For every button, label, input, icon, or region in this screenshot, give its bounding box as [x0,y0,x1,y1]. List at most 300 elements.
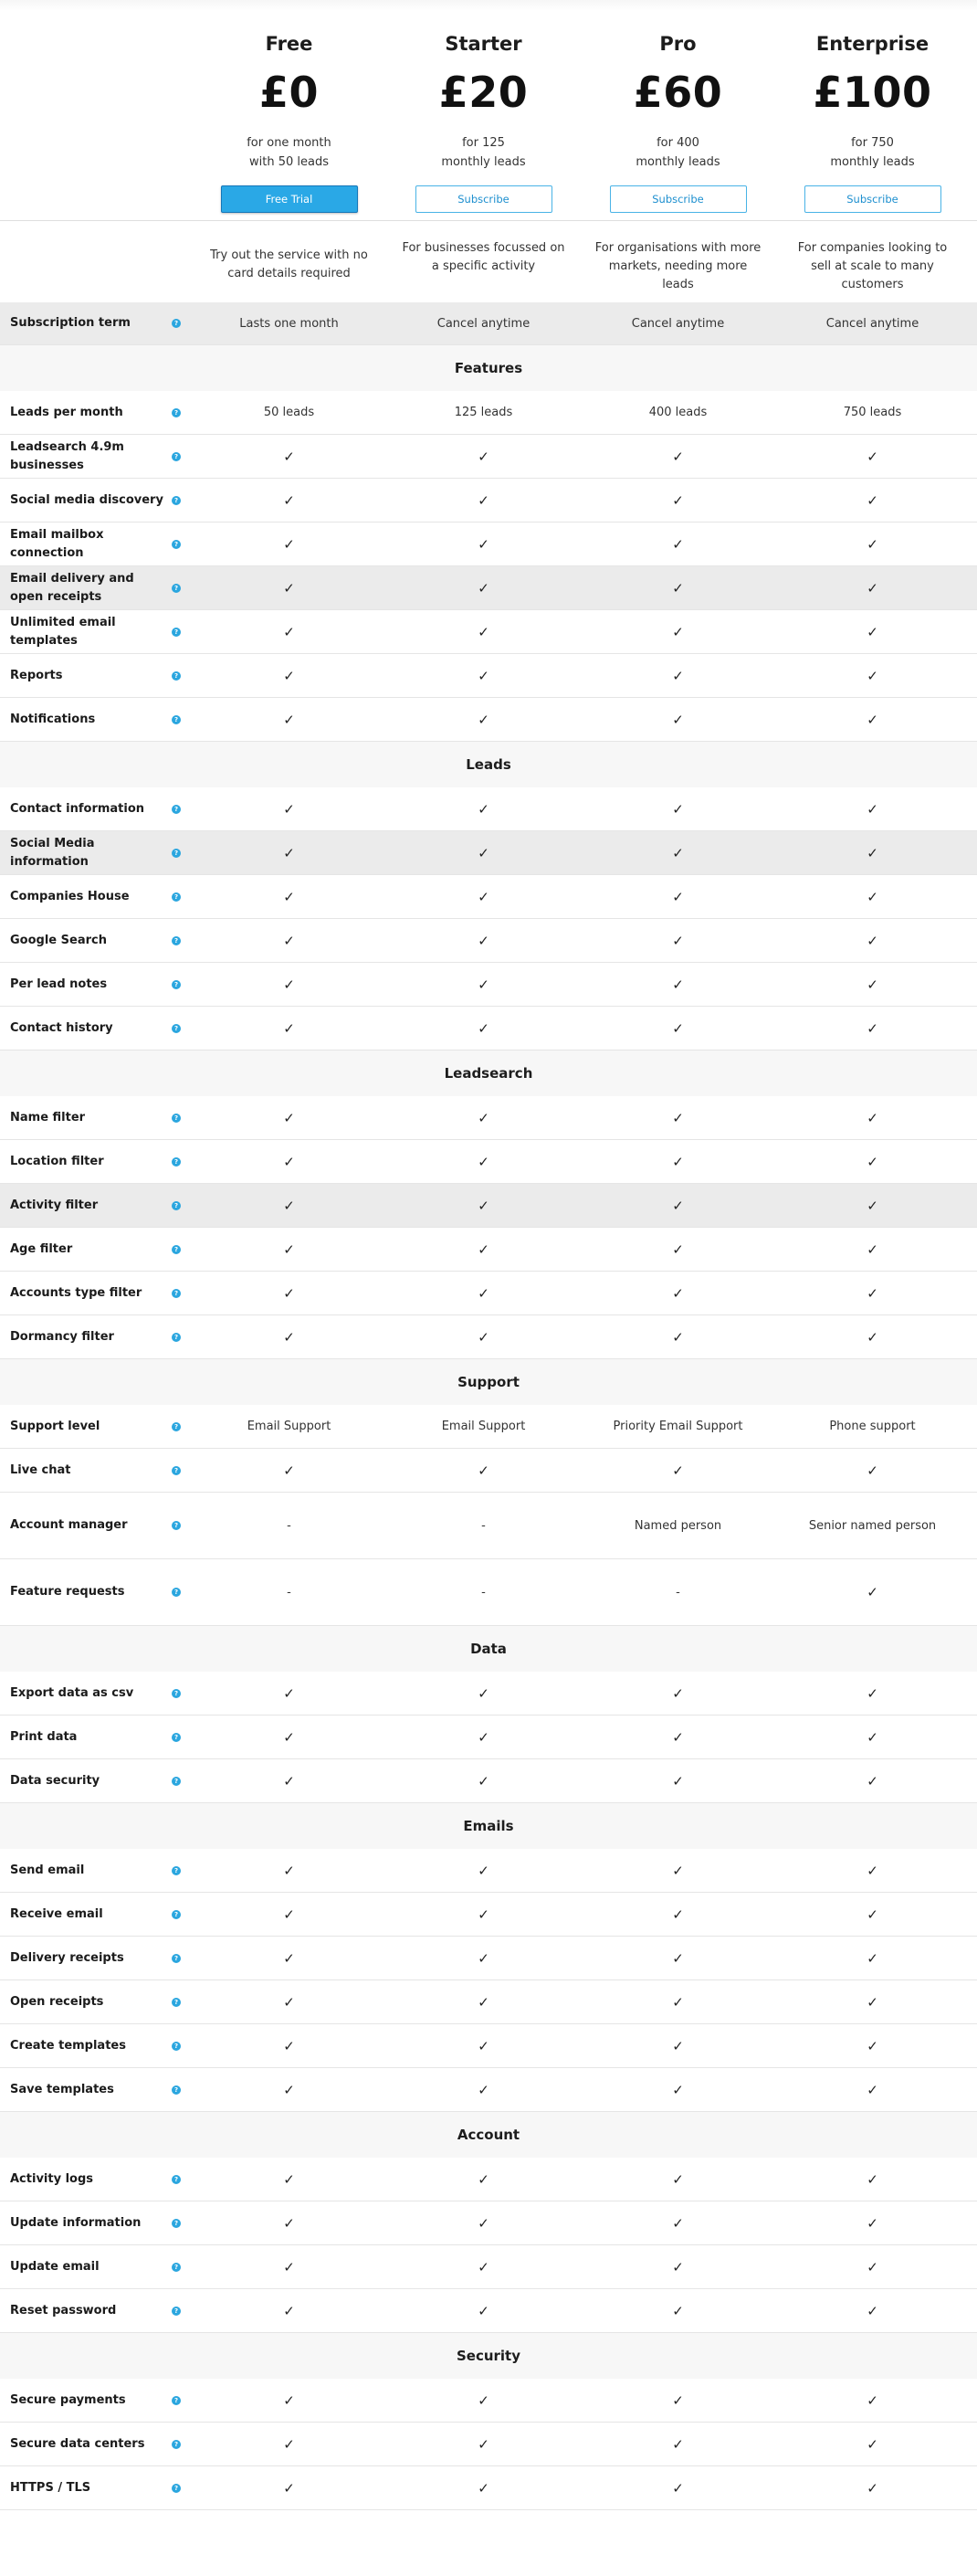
header-spacer [0,0,192,220]
table-row [0,2201,977,2245]
check-icon: ✓ [283,623,295,640]
check-icon: ✓ [283,888,295,905]
check-icon: ✓ [867,1019,878,1037]
check-icon: ✓ [478,491,489,509]
help-icon[interactable]: ? [172,1733,181,1742]
table-row [0,963,977,1007]
plan-subtitle-line2: monthly leads [636,155,720,169]
check-icon: ✓ [283,711,295,728]
feature-label: Google Search [10,933,107,947]
check-icon: ✓ [283,579,295,596]
feature-label: Support level [10,1419,100,1433]
plan-description-starter: For businesses focussed on a specific activity [402,241,565,273]
check-icon: ✓ [478,1862,489,1879]
plan-name: Enterprise [815,33,930,55]
section-header: Leadsearch [0,1050,977,1096]
check-icon: ✓ [672,579,684,596]
check-icon: ✓ [283,800,295,818]
check-icon: ✓ [478,2214,489,2232]
feature-label: Activity logs [10,2171,94,2186]
section-header: Emails [0,1803,977,1849]
help-icon[interactable]: ? [172,1866,181,1875]
help-wrapper [170,479,192,522]
feature-label: Secure data centers [10,2436,145,2451]
check-icon: ✓ [672,2170,684,2188]
plan-name: Starter [445,33,522,55]
help-wrapper [170,1096,192,1139]
feature-label: Contact history [10,1020,113,1035]
check-icon: ✓ [672,2037,684,2054]
check-icon: ✓ [672,1684,684,1702]
check-icon: ✓ [283,2170,295,2188]
help-wrapper [170,2201,192,2244]
help-wrapper [170,831,192,874]
plan-price: £60 [633,68,723,117]
table-row [0,566,977,610]
check-icon: ✓ [283,1772,295,1789]
help-icon[interactable]: ? [172,1289,181,1298]
feature-label: Print data [10,1729,78,1744]
check-icon: ✓ [672,535,684,553]
table-row [0,1493,977,1559]
subscribe-pro-button[interactable]: Subscribe [610,185,747,213]
feature-label: Subscription term [10,316,131,330]
check-icon: ✓ [867,448,878,465]
plan-name: Pro [659,33,697,55]
table-row [0,787,977,831]
check-icon: ✓ [867,579,878,596]
check-icon: ✓ [478,2081,489,2098]
feature-label: Activity filter [10,1198,99,1212]
help-wrapper [170,2158,192,2201]
help-icon[interactable]: ? [172,892,181,902]
check-icon: ✓ [672,1949,684,1967]
help-icon[interactable]: ? [172,1201,181,1210]
check-icon: ✓ [672,844,684,861]
check-icon: ✓ [867,1109,878,1126]
help-icon[interactable]: ? [172,2263,181,2272]
help-icon[interactable]: ? [172,2484,181,2493]
help-wrapper [170,2068,192,2111]
help-icon[interactable]: ? [172,628,181,637]
check-icon: ✓ [672,932,684,949]
feature-label: Delivery receipts [10,1950,124,1965]
table-row [0,919,977,963]
table-row [0,2466,977,2510]
feature-label: Live chat [10,1462,71,1477]
help-wrapper [170,1716,192,1758]
check-icon: ✓ [283,2258,295,2275]
table-cell: Priority Email Support [613,1420,743,1433]
feature-label: Send email [10,1863,85,1877]
help-wrapper [170,2423,192,2465]
feature-label: Open receipts [10,1994,104,2009]
check-icon: ✓ [478,2435,489,2453]
plan-description-pro: For organisations with more markets, needing more leads [594,241,762,291]
help-wrapper [170,523,192,565]
check-icon: ✓ [283,1728,295,1746]
check-icon: ✓ [672,2081,684,2098]
plan-description-enterprise: For companies looking to sell at scale to many customers [797,241,948,291]
help-wrapper [170,2245,192,2288]
check-icon: ✓ [867,1153,878,1170]
check-icon: ✓ [867,1584,878,1600]
help-wrapper [170,787,192,830]
help-icon[interactable]: ? [172,1114,181,1123]
table-row [0,391,977,435]
help-icon[interactable]: ? [172,2219,181,2228]
check-icon: ✓ [867,2170,878,2188]
table-cell: 400 leads [648,406,708,419]
table-cell: - [676,1585,680,1599]
check-icon: ✓ [672,1862,684,1879]
check-icon: ✓ [867,932,878,949]
check-icon: ✓ [867,800,878,818]
feature-label: Data security [10,1773,100,1788]
table-row [0,1228,977,1272]
check-icon: ✓ [283,2037,295,2054]
feature-label: Update information [10,2215,142,2230]
table-row [0,1893,977,1937]
table-cell: - [287,1518,291,1533]
check-icon: ✓ [478,1728,489,1746]
help-icon[interactable]: ? [172,584,181,593]
help-icon[interactable]: ? [172,452,181,461]
help-icon[interactable]: ? [172,1024,181,1033]
table-row [0,1937,977,1980]
check-icon: ✓ [672,1153,684,1170]
help-icon[interactable]: ? [172,1777,181,1786]
check-icon: ✓ [478,2302,489,2319]
plan-subtitle-line1: for 125 [462,136,505,150]
help-icon[interactable]: ? [172,671,181,681]
help-wrapper [170,1759,192,1802]
help-icon[interactable]: ? [172,1689,181,1698]
help-icon[interactable]: ? [172,2440,181,2449]
check-icon: ✓ [867,2037,878,2054]
feature-label: HTTPS / TLS [10,2480,91,2495]
check-icon: ✓ [867,2435,878,2453]
check-icon: ✓ [867,1862,878,1879]
section-header: Leads [0,742,977,787]
help-wrapper [170,1228,192,1271]
help-wrapper [170,610,192,653]
check-icon: ✓ [478,1153,489,1170]
check-icon: ✓ [867,1328,878,1346]
feature-label: Reset password [10,2303,117,2317]
check-icon: ✓ [867,1772,878,1789]
check-icon: ✓ [672,1328,684,1346]
check-icon: ✓ [283,491,295,509]
check-icon: ✓ [867,976,878,993]
help-wrapper [170,2289,192,2332]
check-icon: ✓ [283,844,295,861]
check-icon: ✓ [283,1284,295,1302]
plan-price: £100 [813,68,932,117]
feature-label: Accounts type filter [10,1285,142,1300]
check-icon: ✓ [478,1197,489,1214]
check-icon: ✓ [672,2435,684,2453]
check-icon: ✓ [478,1240,489,1258]
help-icon[interactable]: ? [172,2175,181,2184]
plan-name: Free [265,33,313,55]
check-icon: ✓ [283,1462,295,1479]
check-icon: ✓ [867,1684,878,1702]
feature-label: Unlimited email templates [10,615,116,648]
table-row [0,2379,977,2423]
plan-subtitle-line1: for 400 [657,136,699,150]
help-icon[interactable]: ? [172,2085,181,2095]
check-icon: ✓ [867,2479,878,2497]
feature-label: Social media discovery [10,492,163,507]
help-wrapper [170,1559,192,1625]
plan-subtitle-line1: for one month [247,136,331,150]
help-wrapper [170,1672,192,1715]
table-cell: Cancel anytime [631,316,725,331]
help-icon[interactable]: ? [172,1422,181,1431]
help-wrapper [170,1937,192,1980]
help-wrapper [170,919,192,962]
check-icon: ✓ [672,1019,684,1037]
check-icon: ✓ [867,535,878,553]
section-header: Features [0,345,977,391]
check-icon: ✓ [283,1328,295,1346]
help-wrapper [170,2379,192,2422]
table-cell: 125 leads [454,406,513,419]
check-icon: ✓ [867,1284,878,1302]
check-icon: ✓ [478,2170,489,2188]
feature-label: Leads per month [10,405,123,419]
check-icon: ✓ [867,491,878,509]
help-icon[interactable]: ? [172,805,181,814]
check-icon: ✓ [478,2037,489,2054]
feature-label: Age filter [10,1241,73,1256]
help-wrapper [170,1493,192,1558]
check-icon: ✓ [672,2258,684,2275]
check-icon: ✓ [478,1993,489,2011]
table-row [0,1980,977,2024]
check-icon: ✓ [672,1772,684,1789]
help-icon[interactable]: ? [172,2396,181,2405]
check-icon: ✓ [672,711,684,728]
check-icon: ✓ [867,1462,878,1479]
check-icon: ✓ [478,1462,489,1479]
check-icon: ✓ [672,1240,684,1258]
table-row [0,2289,977,2333]
help-wrapper [170,2466,192,2509]
table-row [0,479,977,523]
feature-label: Update email [10,2259,100,2274]
feature-label: Reports [10,668,63,682]
check-icon: ✓ [478,1284,489,1302]
help-wrapper [170,1405,192,1448]
table-cell: Senior named person [808,1518,937,1533]
help-wrapper [170,1007,192,1050]
feature-label: Email delivery and open receipts [10,571,134,604]
table-cell: 50 leads [263,406,315,419]
table-row [0,1096,977,1140]
check-icon: ✓ [283,1109,295,1126]
check-icon: ✓ [672,888,684,905]
feature-label: Account manager [10,1518,128,1532]
check-icon: ✓ [867,1993,878,2011]
check-icon: ✓ [283,1862,295,1879]
table-cell: Email Support [441,1420,526,1433]
check-icon: ✓ [478,976,489,993]
table-row [0,610,977,654]
section-header: Support [0,1359,977,1405]
comparison-table [0,302,977,2510]
section-header: Data [0,1626,977,1672]
feature-label: Companies House [10,889,130,903]
table-row [0,2245,977,2289]
feature-label: Create templates [10,2038,126,2053]
check-icon: ✓ [478,667,489,684]
table-cell: Lasts one month [239,316,339,331]
feature-label: Secure payments [10,2392,126,2407]
plan-subtitle-line2: monthly leads [830,155,915,169]
help-wrapper [170,566,192,609]
help-wrapper [170,1272,192,1314]
check-icon: ✓ [478,579,489,596]
subscribe-starter-button[interactable]: Subscribe [415,185,552,213]
table-row [0,654,977,698]
check-icon: ✓ [867,2391,878,2409]
feature-label: Email mailbox connection [10,527,104,560]
help-icon[interactable]: ? [172,496,181,505]
table-cell: Email Support [247,1420,331,1433]
feature-label: Contact information [10,801,145,816]
check-icon: ✓ [672,1284,684,1302]
check-icon: ✓ [478,1684,489,1702]
feature-label: Location filter [10,1154,104,1168]
check-icon: ✓ [283,2435,295,2453]
check-icon: ✓ [478,1906,489,1923]
check-icon: ✓ [867,888,878,905]
check-icon: ✓ [283,1153,295,1170]
check-icon: ✓ [283,1684,295,1702]
help-icon[interactable]: ? [172,849,181,858]
plan-subtitle-line2: monthly leads [441,155,526,169]
check-icon: ✓ [867,2302,878,2319]
table-row [0,1759,977,1803]
check-icon: ✓ [283,2081,295,2098]
check-icon: ✓ [478,2391,489,2409]
check-icon: ✓ [283,1949,295,1967]
plan-price: £20 [438,68,529,117]
check-icon: ✓ [283,2302,295,2319]
help-icon[interactable]: ? [172,715,181,724]
check-icon: ✓ [478,888,489,905]
check-icon: ✓ [867,2214,878,2232]
check-icon: ✓ [867,2258,878,2275]
help-icon[interactable]: ? [172,980,181,989]
check-icon: ✓ [478,1328,489,1346]
table-cell: Named person [634,1518,722,1533]
table-row [0,1007,977,1050]
help-icon[interactable]: ? [172,540,181,549]
help-icon[interactable]: ? [172,1157,181,1167]
table-row [0,302,977,345]
check-icon: ✓ [478,711,489,728]
check-icon: ✓ [672,2391,684,2409]
help-wrapper [170,1449,192,1492]
table-row [0,831,977,875]
help-icon[interactable]: ? [172,1245,181,1254]
check-icon: ✓ [867,1906,878,1923]
help-wrapper [170,654,192,697]
table-cell: Cancel anytime [436,316,531,331]
check-icon: ✓ [867,844,878,861]
table-row [0,2423,977,2466]
help-icon[interactable]: ? [172,1466,181,1475]
check-icon: ✓ [478,844,489,861]
check-icon: ✓ [283,2214,295,2232]
check-icon: ✓ [478,800,489,818]
help-icon[interactable]: ? [172,319,181,328]
help-wrapper [170,2024,192,2067]
check-icon: ✓ [867,667,878,684]
help-wrapper [170,302,192,344]
plan-subtitle [775,133,970,172]
plan-price: £0 [258,68,319,117]
feature-label: Leadsearch 4.9m businesses [10,439,124,472]
table-row [0,1315,977,1359]
table-row [0,2068,977,2112]
section-header: Security [0,2333,977,2379]
help-icon[interactable]: ? [172,1910,181,1919]
table-row [0,1672,977,1716]
help-icon[interactable]: ? [172,408,181,417]
check-icon: ✓ [672,1197,684,1214]
help-wrapper [170,391,192,434]
plan-subtitle-line1: for 750 [851,136,894,150]
plan-header [0,0,977,221]
check-icon: ✓ [672,2479,684,2497]
free-trial-button[interactable]: Free Trial [221,185,358,213]
table-row [0,875,977,919]
plan-starter [386,0,581,220]
check-icon: ✓ [478,1109,489,1126]
check-icon: ✓ [283,1906,295,1923]
feature-label: Export data as csv [10,1685,134,1700]
check-icon: ✓ [478,448,489,465]
table-cell: Phone support [829,1420,916,1433]
help-icon[interactable]: ? [172,1521,181,1530]
help-icon[interactable]: ? [172,1588,181,1597]
table-row [0,1140,977,1184]
check-icon: ✓ [672,667,684,684]
feature-label: Receive email [10,1906,103,1921]
subscribe-enterprise-button[interactable]: Subscribe [804,185,941,213]
help-icon[interactable]: ? [172,2042,181,2051]
check-icon: ✓ [867,1728,878,1746]
table-cell: - [481,1518,486,1533]
help-icon[interactable]: ? [172,2307,181,2316]
table-row [0,1849,977,1893]
check-icon: ✓ [478,1949,489,1967]
check-icon: ✓ [478,535,489,553]
help-icon[interactable]: ? [172,1954,181,1963]
help-wrapper [170,1315,192,1358]
help-icon[interactable]: ? [172,1998,181,2007]
check-icon: ✓ [867,711,878,728]
help-icon[interactable]: ? [172,936,181,945]
check-icon: ✓ [478,2258,489,2275]
check-icon: ✓ [672,623,684,640]
help-icon[interactable]: ? [172,1333,181,1342]
feature-label: Save templates [10,2082,114,2096]
